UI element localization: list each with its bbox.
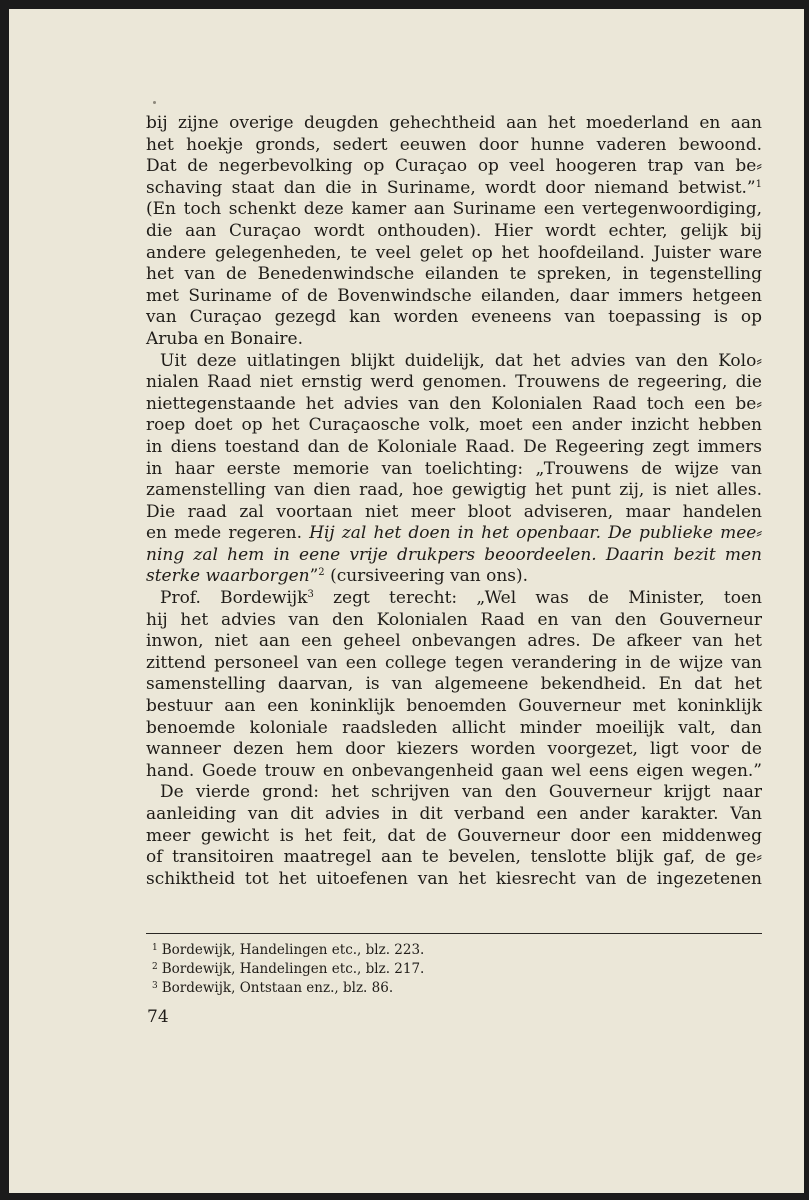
text-line <box>146 566 762 588</box>
text-line: het hoekje gronds, sedert eeuwen door hunne vaderen bewoond. <box>146 134 762 155</box>
footnote-ref-3: 3 <box>307 589 314 601</box>
text-line: samenstelling daarvan, is van algemeene bekendheid. En dat het <box>146 674 762 695</box>
footnote-marker: 2 <box>152 962 158 972</box>
text-line: Dat de negerbevolking op Curaçao op veel hoogeren trap van be⸗ <box>146 156 762 177</box>
footnotes <box>146 941 762 998</box>
body-text <box>146 113 762 890</box>
text-line: het van de Benedenwindsche eilanden te spreken, in tegenstelling <box>146 264 762 285</box>
text-segment: en mede regeren. <box>146 523 303 544</box>
footnote <box>146 979 762 998</box>
paper-speck <box>153 101 156 104</box>
text-segment: Prof. Bordewijk <box>160 588 308 609</box>
text-line: zamenstelling van dien raad, hoe gewigtig het punt zij, is niet alles. <box>146 480 762 501</box>
text-line: of transitoiren maatregel aan te bevelen, tenslotte blijk gaf, de ge⸗ <box>146 847 762 868</box>
text-line: De vierde grond: het schrijven van den Gouverneur krijgt naar <box>160 782 762 803</box>
text-line <box>146 523 762 545</box>
footnote-text: Bordewijk, Handelingen etc., blz. 223. <box>161 942 425 958</box>
text-line: niettegenstaande het advies van den Kolonialen Raad toch een be⸗ <box>146 393 762 414</box>
text-line: bij zijne overige deugden gehechtheid aan het moederland en aan <box>146 113 762 133</box>
text-line: aanleiding van dit advies in dit verband een ander karakter. Van <box>146 804 762 824</box>
text-segment: zegt terecht: „Wel was de Minister, toen <box>333 588 763 609</box>
text-line: Die raad zal voortaan niet meer bloot adviseren, maar handelen <box>146 501 762 522</box>
text-line: roep doet op het Curaçaosche volk, moet een ander inzicht hebben <box>146 415 762 436</box>
text-line: benoemde koloniale raadsleden allicht minder moeilijk valt, dan <box>146 717 762 738</box>
text-line: die aan Curaçao wordt onthouden). Hier wordt echter, gelijk bij <box>146 220 762 241</box>
footnote-text: Bordewijk, Handelingen etc., blz. 217. <box>161 961 425 977</box>
text-line: van Curaçao gezegd kan worden eveneens van toepassing is op <box>146 307 762 328</box>
page-number: 74 <box>147 1007 169 1027</box>
text-line: hand. Goede trouw en onbevangenheid gaan wel eens eigen wegen.” <box>146 760 762 781</box>
text-line <box>146 178 762 200</box>
text-line: bestuur aan een koninklijk benoemden Gouverneur met koninklijk <box>146 696 762 717</box>
italic-segment: sterke waarborgen <box>146 566 310 587</box>
text-segment: schaving staat dan die in Suriname, wordt door niemand betwist.” <box>146 177 756 198</box>
text-line: met Suriname of de Bovenwindsche eilanden, daar immers hetgeen <box>146 285 762 306</box>
italic-segment: Hij zal het doen in het openbaar. De publieke mee⸗ <box>309 523 763 544</box>
text-line: meer gewicht is het feit, dat de Gouverneur door een middenweg <box>146 825 762 846</box>
text-line: (En toch schenkt deze kamer aan Suriname een vertegenwoordiging, <box>146 199 762 220</box>
text-line: hij het advies van den Kolonialen Raad en van den Gouverneur <box>146 609 762 630</box>
footnote-text: Bordewijk, Ontstaan enz., blz. 86. <box>161 980 394 996</box>
text-line: in diens toestand dan de Koloniale Raad. De Regeering zegt immers <box>146 436 762 457</box>
text-line: zittend personeel van een college tegen verandering in de wijze van <box>146 652 762 673</box>
text-line: Aruba en Bonaire. <box>146 328 304 349</box>
text-line: inwon, niet aan een geheel onbevangen adres. De afkeer van het <box>146 631 762 652</box>
footnote-marker: 3 <box>152 981 158 991</box>
footnote-ref-2: 2 <box>318 567 325 579</box>
text-segment: (cursiveering van ons). <box>330 566 529 587</box>
text-line: ning zal hem in eene vrije drukpers beoordeelen. Daarin bezit men <box>146 544 762 565</box>
footnote-separator <box>146 933 762 934</box>
footnote-ref-1: 1 <box>755 178 762 190</box>
text-line: wanneer dezen hem door kiezers worden voorgezet, ligt voor de <box>146 739 762 760</box>
text-line <box>146 588 762 610</box>
footnote <box>146 960 762 979</box>
text-line: Uit deze uitlatingen blijkt duidelijk, dat het advies van den Kolo⸗ <box>160 350 762 371</box>
text-segment: ” <box>309 566 319 587</box>
book-page <box>9 9 804 1193</box>
text-line: nialen Raad niet ernstig werd genomen. Trouwens de regeering, die <box>146 372 762 393</box>
text-line: in haar eerste memorie van toelichting: „Trouwens de wijze van <box>146 458 762 479</box>
footnote-marker: 1 <box>152 943 158 953</box>
text-line: schiktheid tot het uitoefenen van het kiesrecht van de ingezetenen <box>146 868 762 889</box>
text-line: andere gelegenheden, te veel gelet op het hoofdeiland. Juister ware <box>146 242 762 263</box>
footnote <box>146 941 762 960</box>
